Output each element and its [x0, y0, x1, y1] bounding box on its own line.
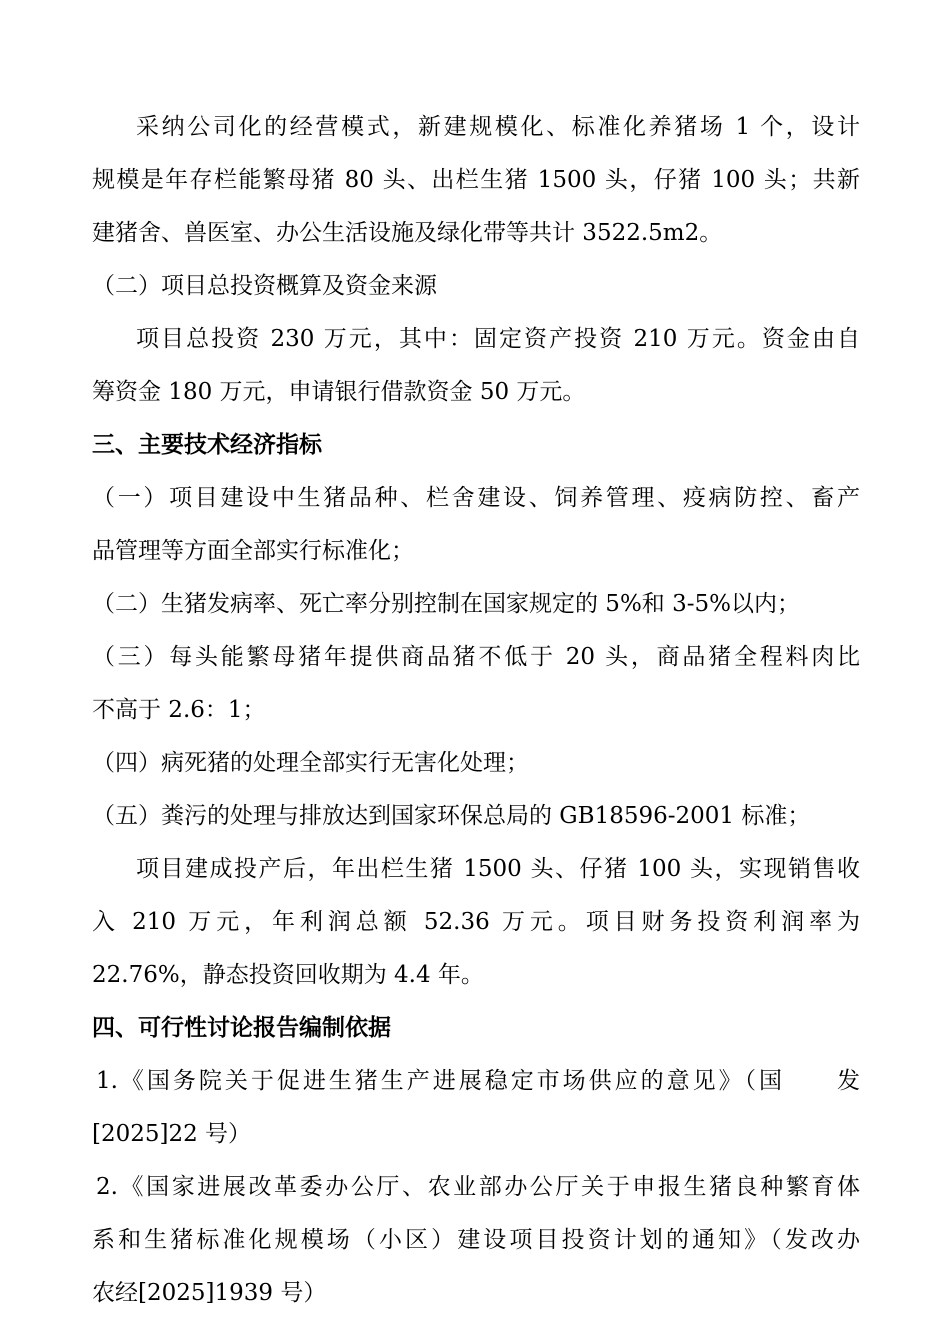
reference-2-line-3: 农经[2025]1939 号）	[92, 1280, 327, 1306]
indicator-1-line-2: 品管理等方面全部实行标准化；	[92, 538, 414, 564]
section-heading-3: 三、主要技术经济指标	[92, 432, 322, 458]
paragraph-operation-mode-line-3: 建猪舍、兽医室、办公生活设施及绿化带等共计 3522.5m2。	[92, 220, 723, 246]
indicator-4: （四）病死猪的处理全部实行无害化处理；	[92, 750, 529, 776]
paragraph-operation-mode-line-2: 规模是年存栏能繁母猪 80 头、出栏生猪 1500 头，仔猪 100 头；共新	[92, 167, 860, 193]
reference-2-line-2: 系和生猪标准化规模场（小区）建设项目投资计划的通知》（发改办	[92, 1227, 860, 1253]
paragraph-result-line-3: 22.76%，静态投资回收期为 4.4 年。	[92, 962, 484, 988]
indicator-3-line-1: （三）每头能繁母猪年提供商品猪不低于 20 头，商品猪全程料肉比	[92, 644, 860, 670]
document-page	[92, 101, 860, 1320]
indicator-5: （五）粪污的处理与排放达到国家环保总局的 GB18596-2001 标准；	[92, 803, 811, 829]
section-heading-4: 四、可行性讨论报告编制依据	[92, 1015, 391, 1041]
reference-1-line-1: 1.《国务院关于促进生猪生产进展稳定市场供应的意见》（国 发	[96, 1068, 860, 1094]
paragraph-result-line-1: 项目建成投产后，年出栏生猪 1500 头、仔猪 100 头，实现销售收	[136, 856, 860, 882]
indicator-3-line-2: 不高于 2.6：1；	[92, 697, 266, 723]
indicator-2: （二）生猪发病率、死亡率分别控制在国家规定的 5%和 3-5%以内；	[92, 591, 801, 617]
paragraph-result-line-2: 入 210 万元，年利润总额 52.36 万元。项目财务投资利润率为	[92, 909, 860, 935]
subheading-investment: （二）项目总投资概算及资金来源	[92, 273, 437, 299]
reference-1-line-2: [2025]22 号）	[92, 1121, 252, 1147]
paragraph-investment-line-1: 项目总投资 230 万元，其中：固定资产投资 210 万元。资金由自	[136, 326, 860, 352]
paragraph-investment-line-2: 筹资金 180 万元，申请银行借款资金 50 万元。	[92, 379, 586, 405]
indicator-1-line-1: （一）项目建设中生猪品种、栏舍建设、饲养管理、疫病防控、畜产	[92, 485, 860, 511]
paragraph-operation-mode-line-1: 采纳公司化的经营模式，新建规模化、标准化养猪场 1 个，设计	[136, 114, 860, 140]
reference-2-line-1: 2.《国家进展改革委办公厅、农业部办公厅关于申报生猪良种繁育体	[96, 1174, 860, 1200]
